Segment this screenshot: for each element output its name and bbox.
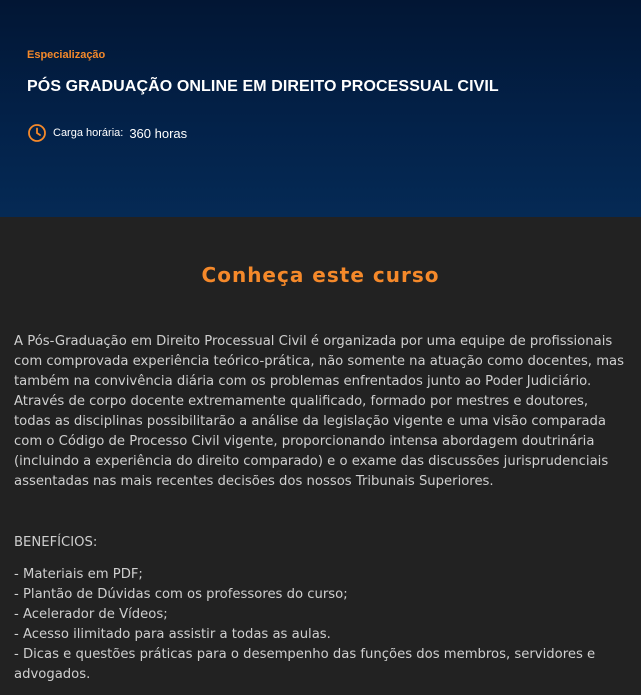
benefit-item: - Acelerador de Vídeos;	[14, 607, 168, 622]
benefit-item: - Plantão de Dúvidas com os professores do curso;	[14, 587, 348, 602]
hours-value: 360 horas	[129, 125, 188, 141]
benefit-item: - Materiais em PDF;	[14, 567, 143, 582]
course-description: A Pós-Graduação em Direito Processual Civil é organizada por uma equipe de profissionais com comprovada experiência teórico-prática, não somente na atuação como docentes, mas também na convivência diária com os problemas enfrentados junto ao Poder Judiciário. Através de corpo docente extremamente qualificado, formado por mestres e doutores, todas as disciplinas possibilitarão a análise da legislação vigente e uma visão comparada com o Código de Processo Civil vigente, proporcionando intensa abordagem doutrinária (incluindo a experiência do direito comparado) e o exame das discussões jurisprudenciais assentadas nas mais recentes decisões dos nossos Tribunais Superiores.	[14, 334, 624, 489]
section-heading: Conheça este curso	[201, 263, 440, 287]
course-hero	[0, 0, 641, 217]
benefits-title: BENEFÍCIOS:	[14, 535, 98, 550]
clock-icon	[27, 123, 47, 143]
benefits-list	[14, 565, 629, 685]
course-category: Especialização	[27, 49, 106, 61]
benefit-item: - Acesso ilimitado para assistir a todas as aulas.	[14, 627, 331, 642]
course-hours	[27, 123, 187, 143]
course-title: PÓS GRADUAÇÃO ONLINE EM DIREITO PROCESSUAL CIVIL	[27, 78, 499, 95]
hours-label: Carga horária:	[53, 127, 124, 139]
course-info-section	[0, 217, 641, 695]
benefit-item: - Dicas e questões práticas para o desempenho das funções dos membros, servidores e advogados.	[14, 647, 596, 682]
